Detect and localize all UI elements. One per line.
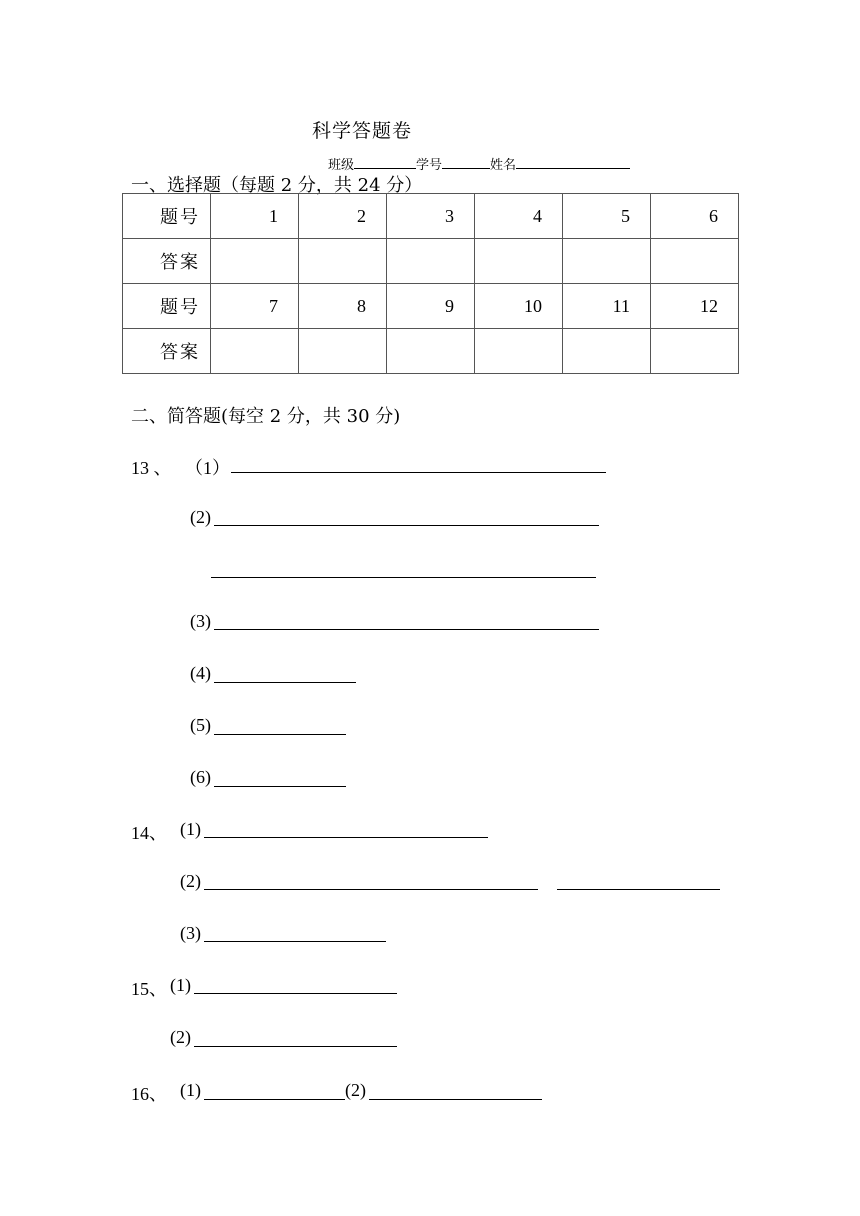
q14-part2-answer-line[interactable]	[204, 889, 538, 890]
q13-part3-label: (3)	[190, 611, 211, 631]
answer-cell[interactable]	[563, 329, 651, 374]
q14-part2-answer-line-2[interactable]	[557, 889, 720, 890]
q14-part3-answer-line[interactable]	[204, 941, 386, 942]
row-label-question: 题号	[123, 284, 211, 329]
q15-part2-answer-line[interactable]	[194, 1046, 397, 1047]
q13-part2-label: (2)	[190, 507, 211, 527]
q13-part4-answer-line[interactable]	[214, 682, 356, 683]
q14-number: 14、	[131, 823, 167, 843]
q15-number: 15、	[131, 979, 167, 999]
answer-cell[interactable]	[299, 329, 387, 374]
q14-part2-label: (2)	[180, 871, 201, 891]
q13-part4-label: (4)	[190, 663, 211, 683]
q16-part1-label: (1)	[180, 1080, 201, 1100]
q15-part1-label: (1)	[170, 975, 191, 995]
question-number-row	[123, 194, 739, 239]
question-number: 6	[651, 194, 739, 239]
class-blank[interactable]	[354, 155, 416, 169]
answer-row	[123, 239, 739, 284]
answer-cell[interactable]	[475, 329, 563, 374]
question-number: 2	[299, 194, 387, 239]
q14-part1-answer-line[interactable]	[204, 837, 488, 838]
answer-cell[interactable]	[651, 239, 739, 284]
q13-part5-answer-line[interactable]	[214, 734, 346, 735]
q15-part2-label: (2)	[170, 1027, 191, 1047]
q14-part1-label: (1)	[180, 819, 201, 839]
name-blank[interactable]	[516, 155, 630, 169]
question-number: 12	[651, 284, 739, 329]
q13-part5-label: (5)	[190, 715, 211, 735]
question-number: 9	[387, 284, 475, 329]
q16-part2-label: (2)	[345, 1080, 366, 1100]
question-number: 4	[475, 194, 563, 239]
answer-grid	[122, 193, 739, 374]
q13-part2-answer-line[interactable]	[214, 525, 599, 526]
question-number: 10	[475, 284, 563, 329]
question-number: 3	[387, 194, 475, 239]
row-label-question: 题号	[123, 194, 211, 239]
answer-cell[interactable]	[387, 239, 475, 284]
answer-cell[interactable]	[387, 329, 475, 374]
q13-part2-answer-line-2[interactable]	[211, 577, 596, 578]
question-number: 11	[563, 284, 651, 329]
q13-number: 13 、	[131, 458, 172, 478]
question-number: 5	[563, 194, 651, 239]
q13-part6-label: (6)	[190, 767, 211, 787]
q16-part2-answer-line[interactable]	[369, 1099, 542, 1100]
section2-heading: 二、简答题(每空 2 分，共 30 分)	[131, 406, 401, 427]
row-label-answer: 答案	[123, 329, 211, 374]
q13-part3-answer-line[interactable]	[214, 629, 599, 630]
answer-cell[interactable]	[475, 239, 563, 284]
student-id-label: 学号	[416, 158, 443, 173]
question-number: 7	[211, 284, 299, 329]
answer-cell[interactable]	[651, 329, 739, 374]
answer-cell[interactable]	[211, 239, 299, 284]
q13-part1-answer-line[interactable]	[231, 472, 606, 473]
section1-heading: 一、选择题（每题 2 分，共 24 分）	[131, 175, 423, 196]
student-id-blank[interactable]	[442, 155, 490, 169]
row-label-answer: 答案	[123, 239, 211, 284]
page-title: 科学答题卷	[312, 120, 413, 142]
answer-cell[interactable]	[211, 329, 299, 374]
q13-part6-answer-line[interactable]	[214, 786, 346, 787]
answer-cell[interactable]	[563, 239, 651, 284]
answer-cell[interactable]	[299, 239, 387, 284]
class-label: 班级	[328, 158, 355, 173]
question-number: 8	[299, 284, 387, 329]
answer-row	[123, 329, 739, 374]
question-number: 1	[211, 194, 299, 239]
q16-part1-answer-line[interactable]	[204, 1099, 345, 1100]
question-number-row	[123, 284, 739, 329]
q15-part1-answer-line[interactable]	[194, 993, 397, 994]
name-label: 姓名	[490, 158, 517, 173]
q16-number: 16、	[131, 1084, 167, 1104]
q13-part1-label: （1）	[185, 458, 230, 478]
q14-part3-label: (3)	[180, 923, 201, 943]
